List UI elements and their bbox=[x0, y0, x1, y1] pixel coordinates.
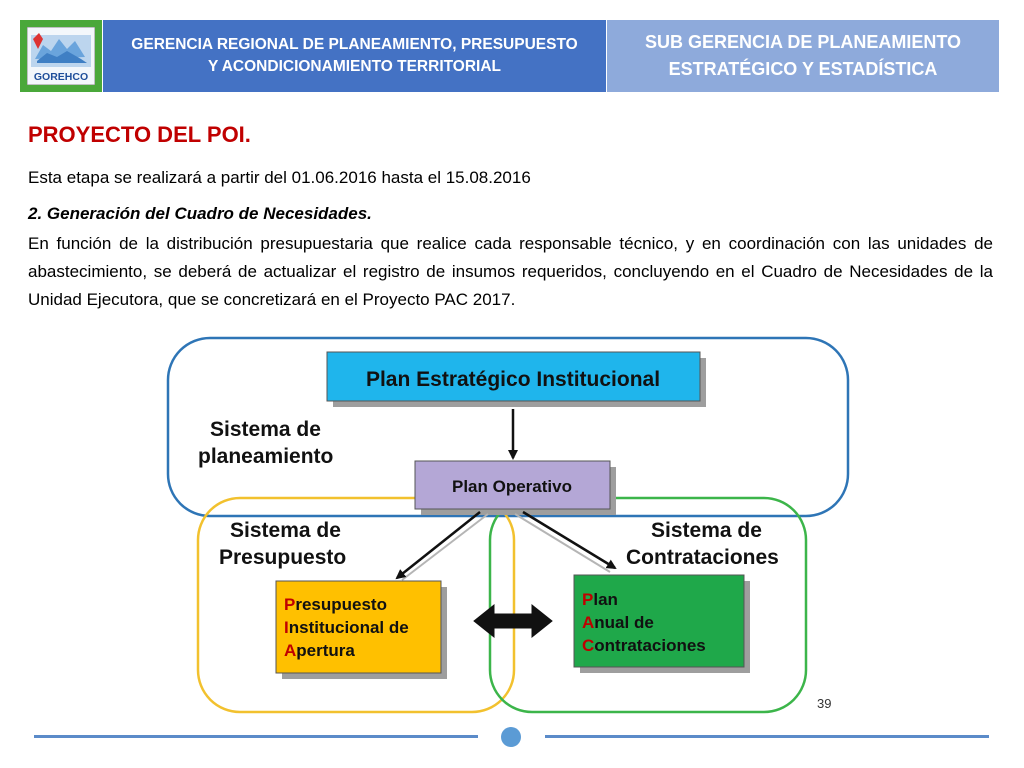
description-paragraph: En función de la distribución presupuestaria que realice cada responsable técnico, y en coordinación con las unidades de abastecimiento, se deberá de actualizar el registro de insumos requeridos, concluyendo en el Cuadro de Necesidades de la Unidad Ejecutora, que se concretizará en el Proyecto PAC 2017. bbox=[28, 234, 993, 309]
sistema-planeamiento-line1: Sistema de bbox=[210, 418, 321, 441]
sistema-presupuesto-label bbox=[219, 519, 347, 569]
sistema-contrataciones-label bbox=[626, 519, 779, 569]
pac-label: Plan Anual de Contrataciones bbox=[582, 590, 706, 655]
header-right-line2: ESTRATÉGICO Y ESTADÍSTICA bbox=[668, 59, 938, 79]
page-number: 39 bbox=[817, 696, 832, 711]
header-left-line2: Y ACONDICIONAMIENTO TERRITORIAL bbox=[207, 58, 502, 75]
po-to-pac-arrow-shadow bbox=[515, 514, 610, 572]
header-right-line1: SUB GERENCIA DE PLANEAMIENTO bbox=[644, 32, 962, 52]
sistema-presupuesto-line2: Presupuesto bbox=[219, 546, 347, 569]
po-to-pac-arrow bbox=[523, 512, 615, 568]
header-left-line1: GERENCIA REGIONAL DE PLANEAMIENTO, PRESUPUESTO bbox=[131, 36, 578, 53]
sistema-presupuesto-line1: Sistema de bbox=[230, 519, 341, 542]
intro-text: Esta etapa se realizará a partir del 01.06.2016 hasta el 15.08.2016 bbox=[28, 168, 531, 187]
sistema-contrataciones-line1: Sistema de bbox=[651, 519, 762, 542]
pei-label: Plan Estratégico Institucional bbox=[365, 368, 661, 391]
footer-line-right bbox=[545, 735, 989, 738]
pia-label: Presupuesto Institucional de Apertura bbox=[284, 595, 409, 660]
page-title: PROYECTO DEL POI. bbox=[28, 122, 251, 147]
logo-text: GOREHCO bbox=[33, 71, 89, 83]
section-subtitle: 2. Generación del Cuadro de Necesidades. bbox=[28, 204, 372, 223]
plan-operativo-label: Plan Operativo bbox=[452, 477, 572, 496]
po-to-pia-arrow bbox=[397, 512, 480, 578]
sistema-planeamiento-line2: planeamiento bbox=[198, 445, 334, 468]
po-to-pia-arrow-shadow bbox=[402, 514, 488, 580]
sistema-planeamiento-label bbox=[198, 418, 333, 468]
footer-dot bbox=[501, 727, 521, 747]
sistema-contrataciones-line2: Contrataciones bbox=[626, 546, 779, 569]
footer-line-left bbox=[34, 735, 478, 738]
